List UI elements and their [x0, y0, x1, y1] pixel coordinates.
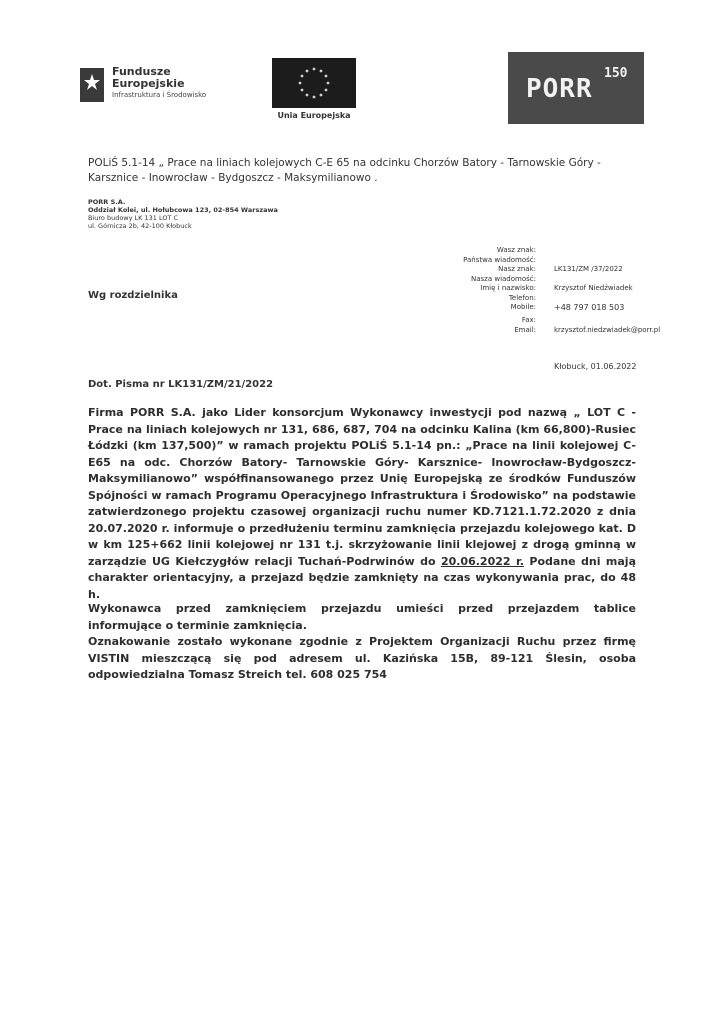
contact-label: Nasz znak: — [498, 265, 536, 273]
eu-logo — [268, 58, 360, 122]
contact-label: Email: — [514, 325, 536, 334]
eu-logo-caption: Unia Europejska — [277, 111, 351, 120]
contact-value: LK131/ZM /37/2022 — [554, 265, 623, 273]
contact-label: Nasza wiadomość: — [470, 274, 536, 283]
contact-label: Imię i nazwisko: — [480, 284, 536, 292]
contact-value: krzysztof.niedzwiadek@porr.pl — [554, 325, 661, 334]
contact-details — [400, 246, 680, 335]
body-paragraph-2: Wykonawca przed zamknięciem przejazdu umieści przed przejazdem tablice informujące o terminie zamknięcia. — [88, 602, 636, 632]
sender-line1: Oddział Kolei, ul. Hołubcowa 123, 02-854 Warszawa — [88, 206, 278, 214]
contact-label: Państwa wiadomość: — [463, 255, 536, 264]
reference-line: Dot. Pisma nr LK131/ZM/21/2022 — [88, 379, 274, 390]
contact-row — [400, 303, 680, 316]
fe-logo-line3: Infrastruktura i Środowisko — [112, 91, 207, 99]
sender-address — [88, 198, 328, 230]
contact-label: Mobile: — [510, 303, 536, 311]
contact-value: Krzysztof Niedźwiadek — [554, 284, 633, 292]
place-and-date: Kłobuck, 01.06.2022 — [554, 362, 637, 371]
fe-logo-line1: Fundusze — [112, 65, 171, 78]
contact-label: Fax: — [521, 316, 536, 324]
contact-row — [400, 284, 680, 294]
sender-line2: Biuro budowy LK 131 LOT C — [88, 214, 179, 222]
porr-logo-word: PORR — [526, 74, 593, 104]
closure-date: 20.06.2022 r. — [440, 554, 524, 568]
sender-line3: ul. Górnicza 2b, 42-100 Kłobuck — [88, 222, 192, 230]
contact-row — [400, 265, 680, 275]
porr-logo-number: 150 — [604, 66, 628, 81]
contact-row — [400, 294, 680, 304]
contact-label: Telefon: — [508, 293, 536, 302]
letter-subject: POLiŚ 5.1-14 „ Prace na liniach kolejowych C-E 65 na odcinku Chorzów Batory - Tarnowskie Góry - Karsznice - Inowrocław - Bydgoszcz - Maksymilianowo . — [88, 157, 601, 184]
fundusze-europejskie-logo — [80, 64, 250, 110]
porr-logo — [508, 52, 644, 124]
body-paragraph-1-end: Podane dni mają charakter orientacyjny, a przejazd będzie zamknięty na czas wykonywania prac, do 48 h. — [88, 554, 637, 601]
body-paragraph-1 — [88, 405, 636, 603]
body-paragraph-3: Oznakowanie zostało wykonane zgodnie z Projektem Organizacji Ruchu przez firmę VISTIN mieszczącą się pod adresem ul. Kazińska 15B, 89-121 Ślesin, osoba odpowiedzialna Tomasz Streich tel. 608 025 754 — [88, 635, 636, 681]
eu-flag-icon — [272, 58, 356, 108]
contact-row — [400, 326, 680, 336]
contact-row — [400, 316, 680, 326]
body-paragraph-1-start: Firma PORR S.A. jako Lider konsorcjum Wykonawcy inwestycji pod nazwą „ LOT C - Prace na liniach kolejowych nr 131, 686, 687, 704 na odcinku Kalina (km 66,800)-Rusiec Łódzki (km 137,500)” w ramach projektu POLiŚ 5.1-14 pn.: „Prace na linii kolejowej C-E65 na odc. Chorzów Batory- Tarnowskie Góry- Karsznice- Inowrocław-Bydgoszcz- Maksymilianowo” współfinansowanego przez Unię Europejską ze środków Funduszów Spójności w ramach Programu Operacyjnego Infrastruktura i Środowisko” na podstawie zatwierdzonego projektu czasowej organizacji ruchu numer KD.7121.1.72.2020 z dnia 20.07.2020 r. informuje o przedłużeniu terminu zamknięcia przejazdu kolejowego kat. D w km 125+662 linii kolejowej nr 131 t.j. skrzyżowanie linii klejowej z drogą gminną w zarządzie UG Kiełczygłów relacji Tuchań-Podrwinów do — [88, 406, 636, 568]
fe-star-flag-icon — [80, 68, 104, 102]
recipient: Wg rozdzielnika — [88, 290, 178, 301]
contact-label: Wasz znak: — [496, 246, 536, 254]
contact-row — [400, 275, 680, 285]
sender-company: PORR S.A. — [88, 198, 126, 206]
contact-row — [400, 246, 680, 256]
contact-value: +48 797 018 503 — [554, 303, 625, 312]
contact-row — [400, 256, 680, 266]
fe-logo-line2: Europejskie — [112, 77, 185, 90]
